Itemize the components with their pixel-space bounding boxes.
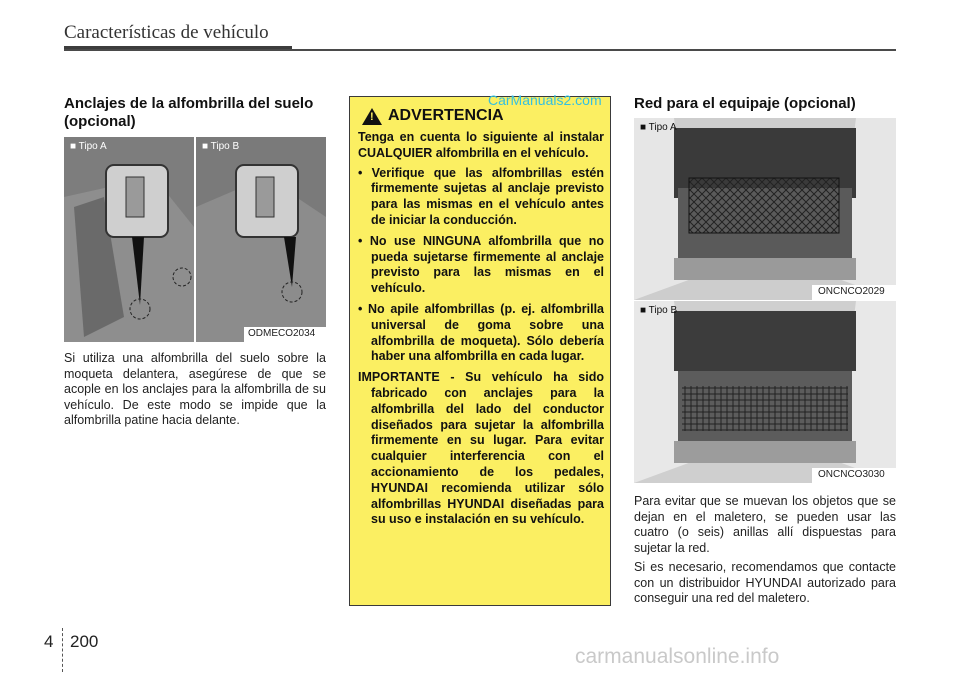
header-rule: [64, 49, 896, 51]
photo-code-right-a: ONCNCO2029: [818, 286, 885, 297]
cargo-net-illustration-a: [634, 118, 896, 300]
photo-label-tipo-b: ■ Tipo B: [202, 141, 239, 152]
floor-mat-photo-type-b: [196, 137, 326, 342]
footer-divider: [62, 628, 64, 672]
cargo-net-paragraph-1: Para evitar que se muevan los objetos que se dejan en el maletero, se pueden usar las cuatro (o seis) anillas allí dispuestas para sujetar la red.: [634, 494, 896, 555]
warning-body: [358, 130, 604, 528]
photo-label-tipo-a: ■ Tipo A: [70, 141, 107, 152]
photo-code-right-b: ONCNCO3030: [818, 469, 885, 480]
warning-bullet: • Verifique que las alfombrillas estén firmemente sujetas al anclaje previsto para las mismas en el vehículo antes de iniciar la conducción.: [358, 165, 604, 227]
warning-bullet: • No apile alfombrillas (p. ej. alfombrilla universal de goma sobre una alfombrilla de moqueta). Sólo debería haber una alfombrilla en cada lugar.: [358, 301, 604, 364]
warning-title: ADVERTENCIA: [388, 107, 504, 124]
floor-mat-paragraph: Si utiliza una alfombrilla del suelo sobre la moqueta delantera, asegúrese de que se acople en los anclajes para la alfombrilla de su vehículo. De este modo se impide que la alfombrilla patine hacia delante.: [64, 351, 326, 427]
warning-box: [349, 96, 611, 606]
page-number: 200: [70, 632, 99, 651]
section-title: Características de vehículo: [64, 22, 269, 43]
warning-bullet: • No use NINGUNA alfombrilla que no pueda sujetarse firmemente al anclaje previsto para las mismas en el vehículo.: [358, 233, 604, 296]
cargo-net-illustration-b: [634, 301, 896, 483]
floor-mat-photo-type-a: [64, 137, 194, 342]
cargo-net-photo-type-b: [634, 301, 896, 483]
watermark-top: CarManuals2.com: [488, 92, 602, 108]
warning-important: IMPORTANTE - Su vehículo ha sido fabricado con anclajes para la alfombrilla del lado del conductor diseñados para sujetar la alfombrilla firmemente en su lugar. Para evitar cualquier interferencia con el accionamiento de los pedales, HYUNDAI recomienda utilizar sólo alfombrillas HYUNDAI diseñadas para su uso e instalación en su vehículo.: [358, 370, 604, 527]
warning-intro: Tenga en cuenta lo siguiente al instalar CUALQUIER alfombrilla en el vehículo.: [358, 130, 604, 160]
floor-mat-anchor-illustration-a: [64, 137, 194, 342]
warning-icon: [362, 108, 382, 125]
warning-title-row: [362, 107, 504, 125]
cargo-net-photo-type-a: [634, 118, 896, 300]
floor-mat-heading: Anclajes de la alfombrilla del suelo (opcional): [64, 95, 314, 130]
photo-label-tipo-b-right: ■ Tipo B: [640, 305, 677, 316]
floor-mat-anchor-illustration-b: [196, 137, 326, 342]
chapter-number: 4: [44, 632, 54, 651]
cargo-net-paragraph-2: Si es necesario, recomendamos que contacte con un distribuidor HYUNDAI autorizado para conseguir una red del maletero.: [634, 560, 896, 605]
cargo-net-heading: Red para el equipaje (opcional): [634, 95, 856, 112]
watermark-footer: carmanualsonline.info: [575, 645, 780, 668]
photo-label-tipo-a-right: ■ Tipo A: [640, 122, 677, 133]
photo-code-left: ODMECO2034: [248, 328, 316, 339]
